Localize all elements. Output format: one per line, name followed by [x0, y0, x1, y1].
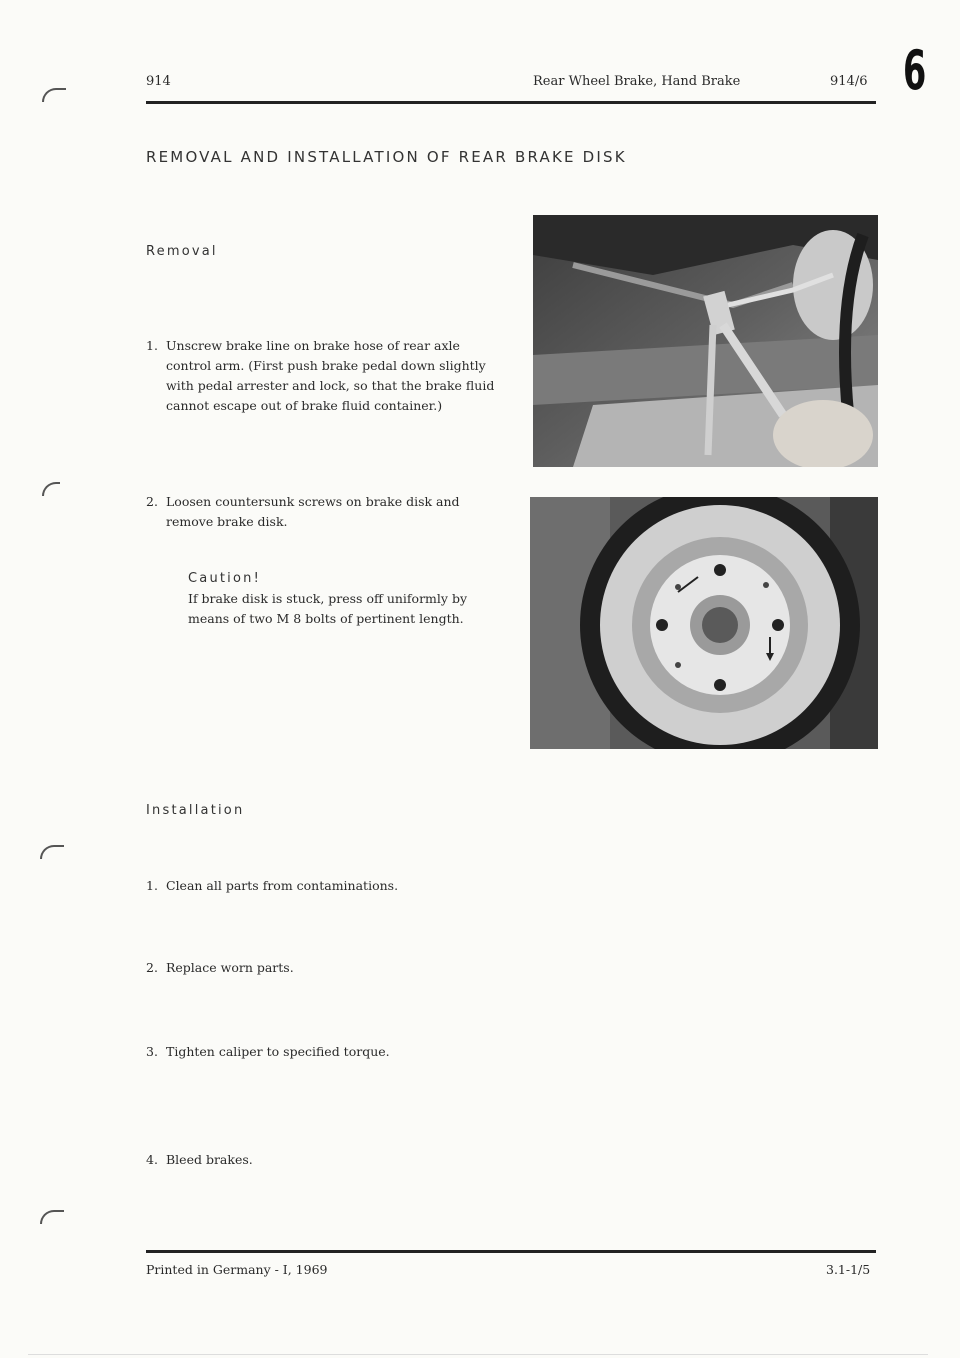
- caution-text: If brake disk is stuck, press off uniformly by means of two M 8 bolts of pertinent length.: [188, 591, 468, 626]
- installation-step-2: [146, 958, 496, 978]
- installation-step-1: [146, 876, 496, 896]
- brake-line-photo-illustration: [533, 215, 878, 467]
- photo-brake-disk: [530, 497, 878, 749]
- brake-disk-photo-illustration: [530, 497, 878, 749]
- installation-step-4: [146, 1150, 496, 1170]
- header-section-title: Rear Wheel Brake, Hand Brake: [533, 74, 741, 89]
- step-number: 3.: [146, 1044, 158, 1059]
- step-number: 1.: [146, 878, 158, 893]
- header-rule: [146, 101, 876, 104]
- removal-heading: Removal: [146, 244, 218, 259]
- removal-step-1: [146, 336, 496, 416]
- step-text: Tighten caliper to specified torque.: [166, 1044, 390, 1059]
- header-page-ref: 914/6: [830, 74, 868, 89]
- step-text: Clean all parts from contaminations.: [166, 878, 399, 893]
- removal-step-2: [146, 492, 496, 532]
- scan-edge-line: [28, 1354, 928, 1355]
- caution-heading: Caution!: [188, 571, 261, 586]
- step-text: Replace worn parts.: [166, 960, 294, 975]
- header-model: 914: [146, 74, 171, 89]
- step-number: 2.: [146, 960, 158, 975]
- footer-rule: [146, 1250, 876, 1253]
- binding-mark: [42, 482, 60, 496]
- footer-page-number: 3.1-1/5: [826, 1262, 871, 1277]
- page-title: REMOVAL AND INSTALLATION OF REAR BRAKE DISK: [146, 148, 627, 166]
- step-number: 4.: [146, 1152, 158, 1167]
- binding-mark: [40, 1210, 64, 1224]
- step-text: Loosen countersunk screws on brake disk and remove brake disk.: [166, 494, 460, 529]
- footer-printed: Printed in Germany - I, 1969: [146, 1262, 328, 1277]
- group-number-tab: 6: [903, 39, 927, 102]
- binding-mark: [40, 845, 64, 859]
- installation-heading: Installation: [146, 803, 245, 818]
- step-text: Bleed brakes.: [166, 1152, 253, 1167]
- installation-step-3: [146, 1042, 496, 1062]
- step-number: 1.: [146, 338, 158, 353]
- photo-brake-line-wrench: [533, 215, 878, 467]
- step-number: 2.: [146, 494, 158, 509]
- step-text: Unscrew brake line on brake hose of rear axle control arm. (First push brake pedal down slightly with pedal arrester and lock, so that the brake fluid cannot escape out of brake fluid container.): [166, 338, 495, 413]
- binding-mark: [42, 88, 66, 102]
